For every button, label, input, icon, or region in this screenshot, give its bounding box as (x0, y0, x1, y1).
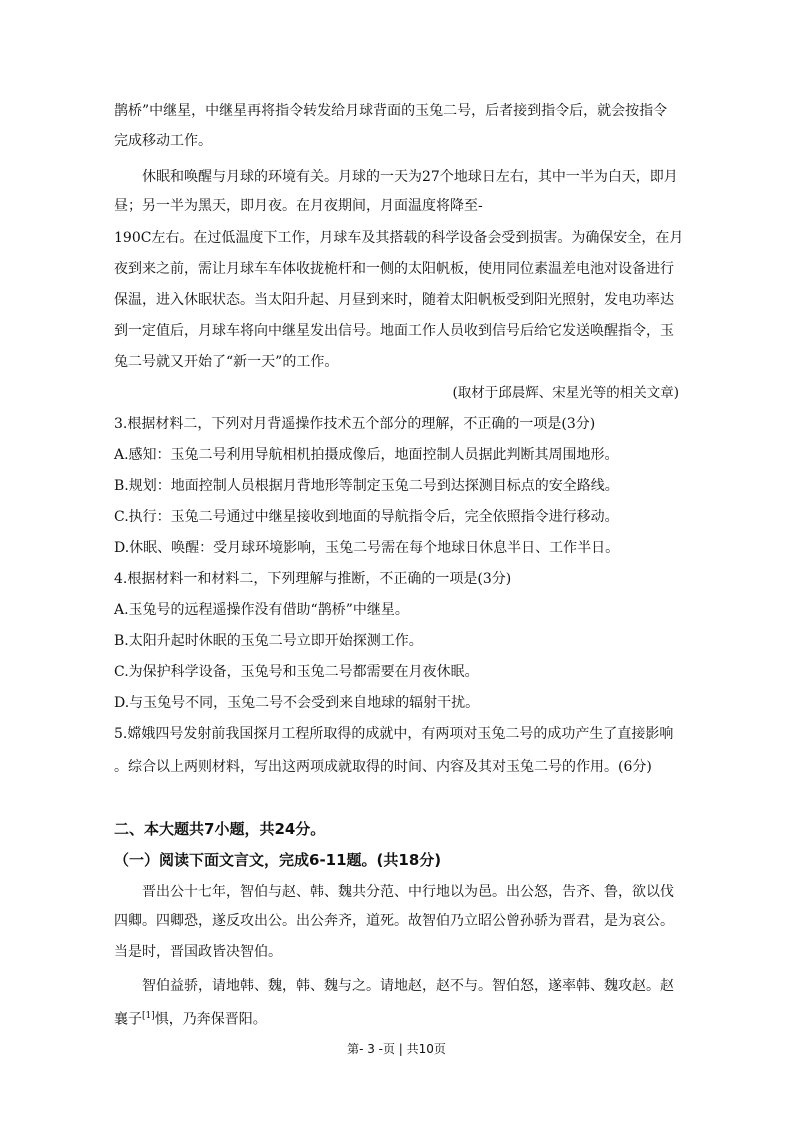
classical-text: 襄子 (114, 1011, 142, 1028)
classical-line: 四卿。四卿恐，遂反攻出公。出公奔齐，道死。故智伯乃立昭公曾孙骄为晋君，是为哀公。 (114, 913, 674, 929)
question-4-stem: 4.根据材料一和材料二，下列理解与推断，不正确的一项是(3分) (114, 571, 512, 587)
source-citation: (取材于邱晨辉、宋星光等的相关文章) (452, 385, 679, 401)
question-4-option-d: D.与玉兔号不同，玉兔二号不会受到来自地球的辐射干扰。 (114, 695, 480, 711)
question-3-stem: 3.根据材料二，下列对月背遥操作技术五个部分的理解，不正确的一项是(3分) (114, 416, 596, 432)
question-3-option-a: A.感知：玉兔二号利用导航相机拍摄成像后，地面控制人员据此判断其周围地形。 (114, 447, 619, 463)
passage-line: 190C左右。在过低温度下工作，月球车及其搭载的科学设备会受到损害。为确保安全，在月 (114, 230, 684, 246)
classical-line: 智伯益骄，请地韩、魏，韩、魏与之。请地赵，赵不与。智伯怒，遂率韩、魏攻赵。赵 (142, 978, 674, 994)
question-3-option-c: C.执行：玉兔二号通过中继星接收到地面的导航指令后，完全依照指令进行移动。 (114, 509, 619, 525)
question-4-option-c: C.为保护科学设备，玉兔号和玉兔二号都需要在月夜休眠。 (114, 664, 479, 680)
passage-line: 夜到来之前，需让月球车车体收拢桅杆和一侧的太阳帆板，使用同位素温差电池对设备进行 (114, 261, 674, 277)
section-2-subtitle: （一）阅读下面文言文，完成6-11题。(共18分) (114, 851, 442, 869)
passage-line: 鹊桥”中继星，中继星再将指令转发给月球背面的玉兔二号，后者接到指令后，就会按指令 (114, 103, 668, 119)
classical-line: 晋出公十七年，智伯与赵、韩、魏共分范、中行地以为邑。出公怒，告齐、鲁，欲以伐 (142, 884, 674, 900)
passage-line: 兔二号就又开始了“新一天”的工作。 (114, 354, 339, 370)
passage-line: 休眠和唤醒与月球的环境有关。月球的一天为27个地球日左右，其中一半为白天，即月 (142, 169, 678, 185)
question-4-option-b: B.太阳升起时休眠的玉兔二号立即开始探测工作。 (114, 633, 423, 649)
classical-line: 当是时，晋国政皆决智伯。 (114, 944, 282, 960)
question-4-option-a: A.玉兔号的远程遥操作没有借助“鹊桥”中继星。 (114, 602, 409, 618)
question-3-option-d: D.休眠、唤醒：受月球环境影响，玉兔二号需在每个地球日休息半日、工作半日。 (114, 540, 620, 556)
footnote-marker: [1] (142, 1011, 155, 1021)
question-5-line: 5.嫦娥四号发射前我国探月工程所取得的成就中，有两项对玉兔二号的成功产生了直接影响 (114, 726, 674, 742)
section-2-title: 二、本大题共7小题，共24分。 (114, 820, 326, 838)
question-5-line: 。综合以上两则材料，写出这两项成就取得的时间、内容及其对玉兔二号的作用。(6分) (114, 759, 652, 775)
page-footer: 第- 3 -页 | 共10页 (347, 1042, 446, 1056)
classical-text: 惧，乃奔保晋阳。 (154, 1011, 267, 1028)
passage-line: 到一定值后，月球车将向中继星发出信号。地面工作人员收到信号后给它发送唤醒指令，玉 (114, 323, 674, 339)
question-3-option-b: B.规划：地面控制人员根据月背地形等制定玉兔二号到达探测目标点的安全路线。 (114, 478, 619, 494)
classical-line (114, 1006, 267, 1030)
passage-line: 完成移动工作。 (114, 133, 212, 149)
passage-line: 保温，进入休眠状态。当太阳升起、月昼到来时，随着太阳帆板受到阳光照射，发电功率达 (114, 292, 674, 308)
passage-line: 昼；另一半为黑天，即月夜。在月夜期间，月面温度将降至- (114, 198, 483, 214)
